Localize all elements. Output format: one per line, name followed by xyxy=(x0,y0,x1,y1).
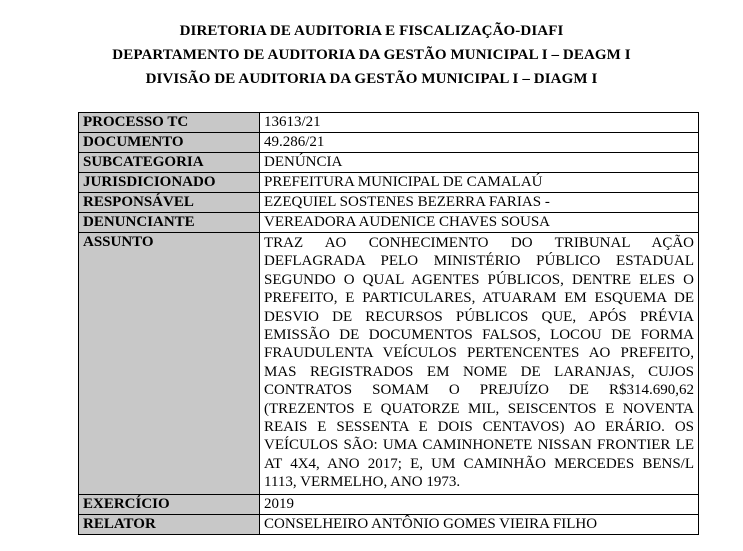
subcategoria-label: SUBCATEGORIA xyxy=(79,153,260,173)
exercicio-value: 2019 xyxy=(260,494,699,514)
relator-value: CONSELHEIRO ANTÔNIO GOMES VIEIRA FILHO xyxy=(260,514,699,534)
header-division: DIVISÃO DE AUDITORIA DA GESTÃO MUNICIPAL I – DIAGM I xyxy=(145,71,598,87)
assunto-text: TRAZ AO CONHECIMENTO DO TRIBUNAL AÇÃO DEFLAGRADA PELO MINISTÉRIO PÚBLICO ESTADUAL SEGUNDO O QUAL AGENTES PÚBLICOS, DENTRE ELES O PREFEITO, E PARTICULARES, ATUARAM EM ESQUEMA DE DESVIO DE RECURSOS PÚBLICOS QUE, APÓS PRÉVIA EMISSÃO DE DOCUMENTOS FALSOS, LOCOU DE FORMA FRAUDULENTA VEÍCULOS PERTENCENTES AO PREFEITO, MAS REGISTRADOS EM NOME DE LARANJAS, CUJOS CONTRATOS SOMAM O PREJUÍZO DE R$314.690,62 (TREZENTOS E QUATORZE MIL, SEISCENTOS E NOVENTA REAIS E SESSENTA E DOIS CENTAVOS) AO ERÁRIO. OS VEÍCULOS SÃO: UMA CAMINHONETE NISSAN FRONTIER LE AT 4X4, ANO 2017; E, UM CAMINHÃO MERCEDES BENS/L 1113, VERMELHO, ANO 1973. xyxy=(264,235,694,491)
exercicio-label: EXERCÍCIO xyxy=(79,494,260,514)
row-responsavel xyxy=(79,193,699,213)
processo-value: 13613/21 xyxy=(260,113,699,133)
row-relator xyxy=(79,514,699,534)
responsavel-value: EZEQUIEL SOSTENES BEZERRA FARIAS - xyxy=(260,193,699,213)
jurisdicionado-label: JURISDICIONADO xyxy=(79,173,260,193)
denunciante-value: VEREADORA AUDENICE CHAVES SOUSA xyxy=(260,213,699,233)
responsavel-label: RESPONSÁVEL xyxy=(79,193,260,213)
process-info-table xyxy=(78,112,699,535)
header-directorate: DIRETORIA DE AUDITORIA E FISCALIZAÇÃO-DIAFI xyxy=(179,23,564,39)
documento-label: DOCUMENTO xyxy=(79,133,260,153)
subcategoria-value: DENÚNCIA xyxy=(260,153,699,173)
row-assunto xyxy=(79,233,699,495)
assunto-label: ASSUNTO xyxy=(79,233,260,495)
row-jurisdicionado xyxy=(79,173,699,193)
processo-label: PROCESSO TC xyxy=(79,113,260,133)
row-denunciante xyxy=(79,213,699,233)
header-department: DEPARTAMENTO DE AUDITORIA DA GESTÃO MUNICIPAL I – DEAGM I xyxy=(112,47,631,63)
row-documento xyxy=(79,133,699,153)
row-exercicio xyxy=(79,494,699,514)
jurisdicionado-value: PREFEITURA MUNICIPAL DE CAMALAÚ xyxy=(260,173,699,193)
row-subcategoria xyxy=(79,153,699,173)
assunto-value xyxy=(260,233,699,495)
relator-label: RELATOR xyxy=(79,514,260,534)
row-processo xyxy=(79,113,699,133)
denunciante-label: DENUNCIANTE xyxy=(79,213,260,233)
documento-value: 49.286/21 xyxy=(260,133,699,153)
